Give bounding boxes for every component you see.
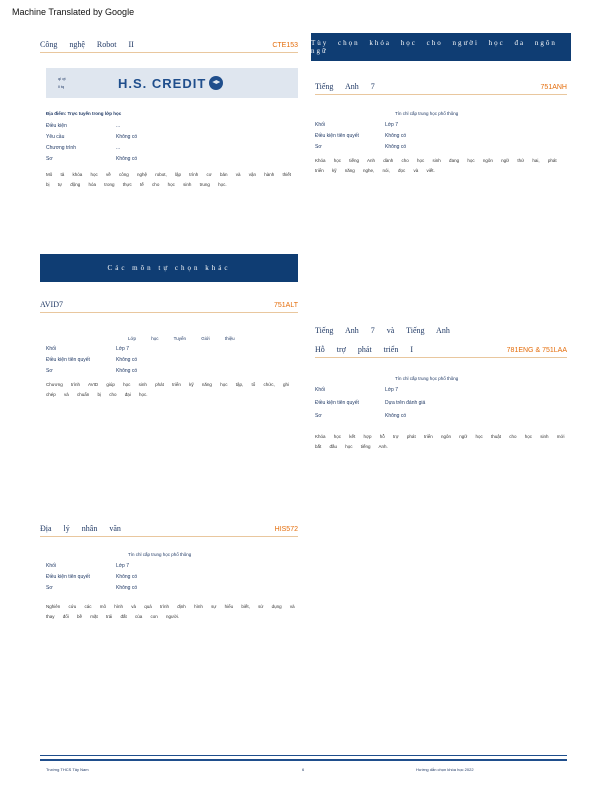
- eng7-code: 751ANH: [540, 84, 567, 91]
- support-title-1: Tiếng Anh 7 và Tiếng Anh: [315, 326, 450, 335]
- robot-row-value: ...: [116, 145, 121, 151]
- robot-section: [40, 40, 298, 53]
- geo-header: [40, 524, 298, 537]
- multilingual-banner: Tùy chọn khóa học cho người học đa ngôn ngữ: [311, 33, 571, 61]
- support-row-value: Không có: [385, 413, 407, 419]
- footer-right: Hướng dẫn chọn khóa học 2022: [416, 767, 474, 772]
- eng7-row-value: Không có: [385, 133, 407, 139]
- robot-title: Công nghệ Robot II: [40, 40, 134, 49]
- eng7-row-value: Lớp 7: [385, 122, 399, 128]
- avid-row-value: Không có: [116, 357, 138, 363]
- robot-description: Mô tả khóa học về công nghệ robot, lập trình cơ bản và vận hành thiết bị tự động hóa trong thực tế cho học sinh trung học.: [46, 172, 292, 187]
- geo-row-value: Lớp 7: [116, 563, 130, 569]
- page-number: 6: [302, 767, 305, 772]
- geo-meta: Tín chỉ cấp trung học phổ thông: [128, 552, 192, 557]
- geo-row-value: Không có: [116, 585, 138, 591]
- support-title-2: Hỗ trợ phát triển I: [315, 345, 413, 354]
- support-codes: [507, 347, 567, 354]
- geo-row-label: Điều kiện tiên quyết: [46, 574, 90, 580]
- robot-row-value: Không có: [116, 156, 138, 162]
- robot-code: CTE153: [272, 42, 298, 49]
- support-header: [315, 345, 567, 358]
- geo-row-value: Không có: [116, 574, 138, 580]
- eng7-header: [315, 82, 567, 95]
- geo-details: [46, 563, 296, 591]
- avid-description: Chương trình AVID giúp học sinh phát triển kỹ năng học tập, tổ chức, ghi chép và chuẩn bị cho đại học.: [46, 382, 289, 397]
- support-row-label: Sơ: [315, 413, 322, 419]
- hs-credit-text: H.S. CREDIT: [118, 75, 207, 91]
- logo-tag-1: ql qt: [58, 76, 66, 81]
- hs-credit-logo: [46, 68, 298, 98]
- robot-row-value: Không có: [116, 134, 138, 140]
- avid-code: 751ALT: [274, 302, 298, 309]
- support-description: Khóa học kết hợp hỗ trợ phát triển ngôn ngữ học thuật cho học sinh mới bắt đầu học tiếng Anh.: [315, 434, 565, 449]
- support-meta: Tín chỉ cấp trung học phổ thông: [395, 376, 459, 381]
- avid-section: [40, 300, 298, 313]
- geo-row-label: Khối: [46, 563, 57, 569]
- avid-row-label: Khối: [46, 346, 57, 352]
- eng7-description: Khóa học tiếng Anh dành cho học sinh đang học ngôn ngữ thứ hai, phát triển kỹ năng nghe, nói, đọc và viết.: [315, 158, 557, 173]
- eng7-row-label: Điều kiện tiên quyết: [315, 133, 359, 139]
- logo-tag-2: ll tq: [58, 84, 65, 89]
- avid-details: [46, 346, 296, 374]
- geo-row-label: Sơ: [46, 585, 53, 591]
- avid-row-label: Điều kiện tiên quyết: [46, 357, 90, 363]
- footer-line: [40, 755, 567, 756]
- eng7-details: [315, 122, 565, 150]
- footer-left: Trường THCS Tây Nam: [46, 767, 89, 772]
- support-row-value: Lớp 7: [385, 387, 399, 393]
- geo-description: Nghiên cứu các mô hình và quá trình định hình sự hiểu biết, sử dụng và thay đổi bề mặt trái đất của con người.: [46, 604, 295, 619]
- geo-title: Địa lý nhân văn: [40, 524, 121, 533]
- robot-row-label: Sơ: [46, 156, 53, 162]
- support-section: [315, 326, 567, 358]
- eng7-title: Tiếng Anh 7: [315, 82, 375, 91]
- robot-row-value: ...: [116, 123, 121, 129]
- support-row-label: Khối: [315, 387, 326, 393]
- robot-row-label: Điều kiện: [46, 123, 67, 129]
- eng7-row-label: Sơ: [315, 144, 322, 150]
- geo-section: [40, 524, 298, 537]
- robot-row-label: Yêu cầu: [46, 134, 65, 140]
- avid-header: [40, 300, 298, 313]
- eng7-meta: Tín chỉ cấp trung học phổ thông: [395, 111, 459, 116]
- avid-row-value: Không có: [116, 368, 138, 374]
- avid-title: AVID7: [40, 300, 63, 309]
- robot-header: [40, 40, 298, 53]
- robot-row-label: Chương trình: [46, 145, 76, 151]
- eng7-section: [315, 82, 567, 95]
- support-code-1: 781ENG: [506, 347, 534, 354]
- eng7-row-label: Khối: [315, 122, 326, 128]
- geo-code: HIS572: [274, 526, 298, 533]
- graduation-cap-icon: [209, 76, 223, 90]
- footer-line: [40, 759, 567, 761]
- support-row-label: Điều kiện tiên quyết: [315, 400, 359, 406]
- avid-meta: Lớp học Tuyển Giới thiệu: [128, 336, 235, 341]
- avid-row-label: Sơ: [46, 368, 53, 374]
- support-row-value: Dựa trên đánh giá: [385, 400, 426, 406]
- robot-details: [46, 123, 296, 162]
- support-details: [315, 387, 565, 419]
- robot-location: Địa điểm: Trực tuyến trong lớp học: [46, 111, 122, 116]
- avid-row-value: Lớp 7: [116, 346, 130, 352]
- support-code-2: & 751LAA: [535, 347, 567, 354]
- other-electives-banner: Các môn tự chọn khác: [40, 254, 298, 282]
- machine-translated-banner: Machine Translated by Google: [12, 7, 135, 17]
- eng7-row-value: Không có: [385, 144, 407, 150]
